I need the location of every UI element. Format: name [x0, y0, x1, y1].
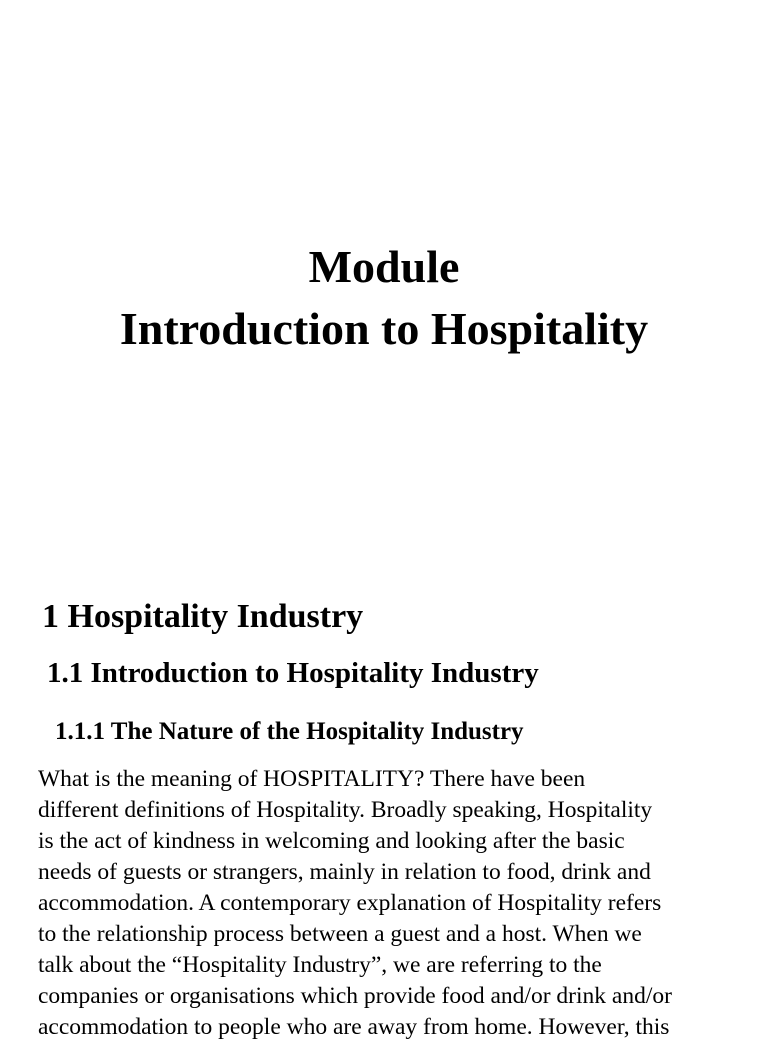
module-title: [0, 236, 768, 360]
paragraph-line: to the relationship process between a guest and a host. When we: [38, 921, 642, 947]
subsection-heading: 1.1 Introduction to Hospitality Industry: [47, 657, 539, 689]
module-title-line-1: Module: [308, 241, 460, 292]
paragraph-line: different definitions of Hospitality. Broadly speaking, Hospitality: [38, 797, 653, 823]
body-paragraph: [38, 764, 738, 1043]
subsubsection-heading: 1.1.1 The Nature of the Hospitality Industry: [55, 718, 524, 745]
paragraph-line: companies or organisations which provide food and/or drink and/or: [38, 983, 672, 1009]
paragraph-line: accommodation. A contemporary explanation of Hospitality refers: [38, 890, 662, 916]
paragraph-line: accommodation to people who are away from home. However, this: [38, 1014, 670, 1040]
section-heading: 1 Hospitality Industry: [42, 598, 364, 635]
paragraph-line: What is the meaning of HOSPITALITY? There have been: [38, 766, 586, 792]
paragraph-line: is the act of kindness in welcoming and looking after the basic: [38, 828, 625, 854]
paragraph-line: talk about the “Hospitality Industry”, we are referring to the: [38, 952, 602, 978]
module-title-line-2: Introduction to Hospitality: [119, 303, 649, 354]
paragraph-line: needs of guests or strangers, mainly in relation to food, drink and: [38, 859, 651, 885]
